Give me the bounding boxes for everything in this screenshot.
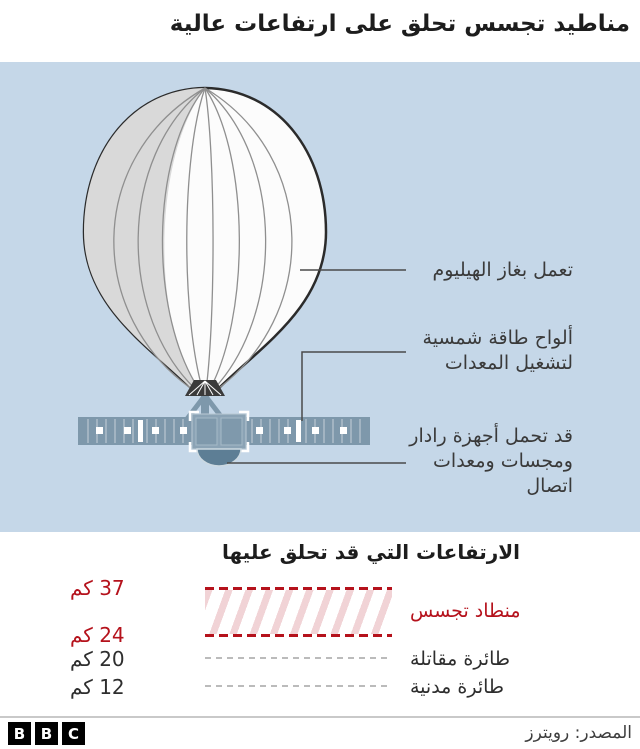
- dashed-line-37km: [205, 587, 392, 590]
- footer-divider: [0, 716, 640, 718]
- label-solar-line1: ألواح طاقة شمسية: [422, 327, 573, 349]
- label-payload-line3: اتصال: [526, 475, 573, 497]
- altitude-label-civil-aircraft: طائرة مدنية: [410, 676, 505, 698]
- label-payload-line2: ومجسات ومعدات: [433, 450, 573, 472]
- leader-solar: [302, 352, 406, 421]
- altitude-value-24: 24 كم: [70, 623, 125, 647]
- equipment-body: [190, 412, 248, 466]
- altitude-value-20: 20 كم: [70, 647, 125, 671]
- altitude-label-spy-balloon: منطاد تجسس: [410, 600, 521, 622]
- altitude-section-heading: الارتفاعات التي قد تحلق عليها: [221, 540, 520, 564]
- bbc-logo: [8, 722, 85, 745]
- spy-balloon-altitude-band: [205, 590, 392, 634]
- dashed-line-24km: [205, 634, 392, 637]
- altitude-value-12: 12 كم: [70, 675, 125, 699]
- altitude-value-37: 37 كم: [70, 576, 125, 600]
- page-title: مناطيد تجسس تحلق على ارتفاعات عالية: [169, 11, 630, 37]
- label-solar-line2: لتشغيل المعدات: [444, 352, 573, 374]
- dashed-line-12km: [205, 685, 390, 687]
- balloon-illustration-panel: [0, 62, 640, 532]
- balloon-icon: [84, 88, 326, 396]
- bbc-logo-block-b2: B: [35, 722, 58, 745]
- label-solar-panels: [423, 326, 573, 376]
- label-helium: تعمل بغاز الهيليوم: [432, 259, 573, 281]
- label-payload: [409, 424, 573, 499]
- source-credit: المصدر: رويترز: [525, 723, 632, 743]
- label-payload-line1: قد تحمل أجهزة رادار: [409, 425, 573, 447]
- altitude-label-fighter-jet: طائرة مقاتلة: [410, 648, 511, 670]
- bbc-logo-block-b1: B: [8, 722, 31, 745]
- dashed-line-20km: [205, 657, 390, 659]
- bbc-logo-block-c: C: [62, 722, 85, 745]
